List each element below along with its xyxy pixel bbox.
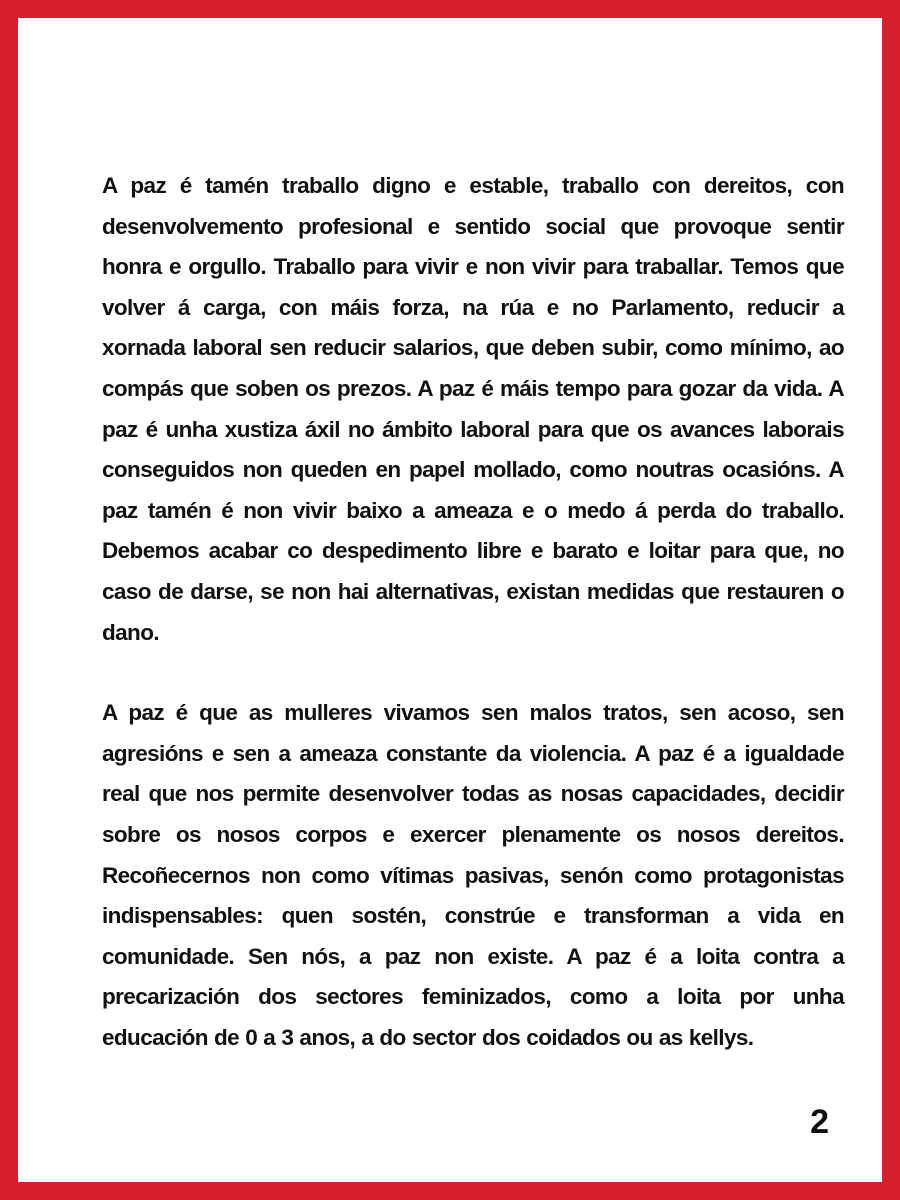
page-number: 2	[810, 1103, 829, 1141]
body-text	[102, 166, 844, 1058]
paragraph-work: A paz é tamén traballo digno e estable, traballo con dereitos, con desenvolvemento profesional e sentido social que provoque sentir honra e orgullo. Traballo para vivir e non vivir para traballar. Temos que volver á carga, con máis forza, na rúa e no Parlamento, reducir a xornada laboral sen reducir salarios, que deben subir, como mínimo, ao compás que soben os prezos. A paz é máis tempo para gozar da vida. A paz é unha xustiza áxil no ámbito laboral para que os avances laborais conseguidos non queden en papel mollado, como noutras ocasións. A paz tamén é non vivir baixo a ameaza e o medo á perda do traballo. Debemos acabar co despedimento libre e barato e loitar para que, no caso de darse, se non hai alternativas, existan medidas que restauren o dano.	[102, 173, 844, 645]
paragraph-women: A paz é que as mulleres vivamos sen malos tratos, sen acoso, sen agresións e sen a ameaza constante da violencia. A paz é a igualdade real que nos permite desenvolver todas as nosas capacidades, decidir sobre os nosos corpos e exercer plenamente os nosos dereitos. Recoñecernos non como vítimas pasivas, senón como protagonistas indispensables: quen sostén, constrúe e transforman a vida en comunidade. Sen nós, a paz non existe. A paz é a loita contra a precarización dos sectores feminizados, como a loita por unha educación de 0 a 3 anos, a do sector dos coidados ou as kellys.	[102, 700, 844, 1050]
